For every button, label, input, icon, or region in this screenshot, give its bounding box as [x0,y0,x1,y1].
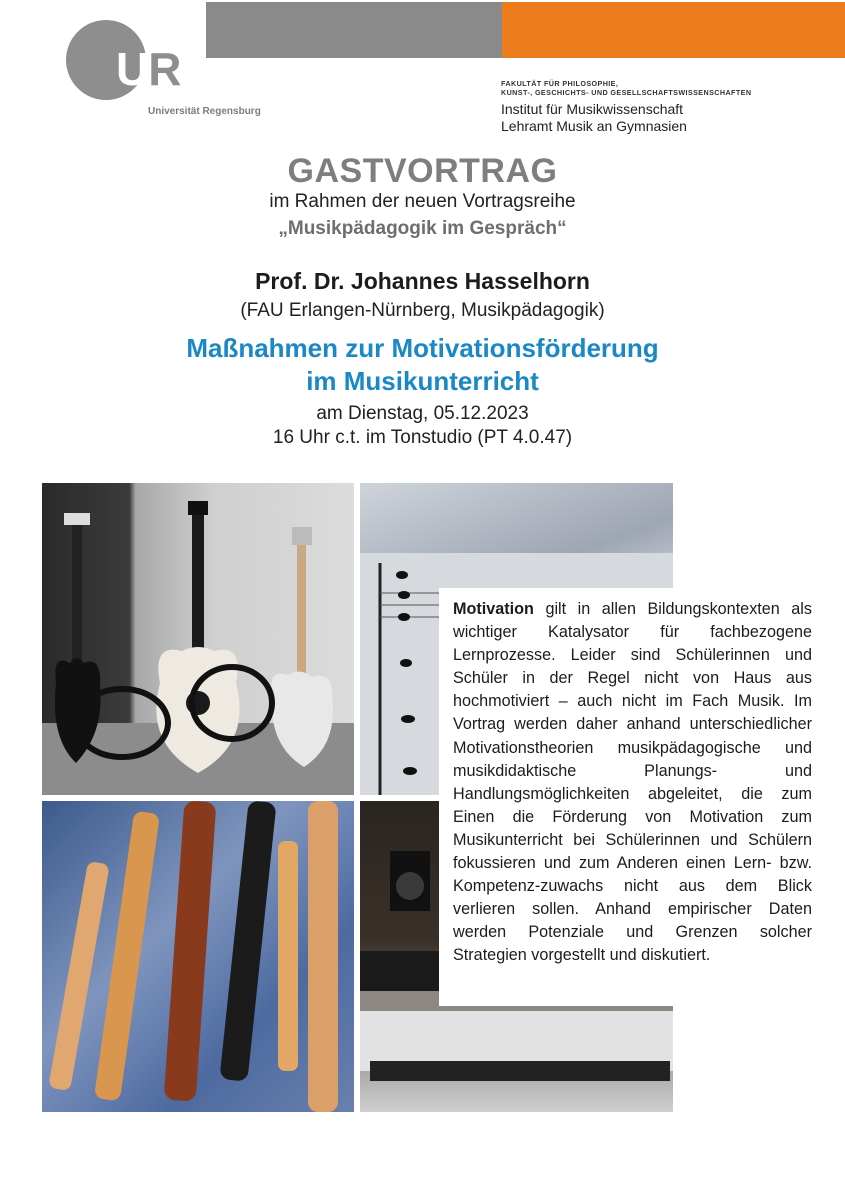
logo-subtitle: Universität Regensburg [148,106,261,117]
institute-line-1: Institut für Musikwissenschaft [501,101,684,117]
institute-line-2: Lehramt Musik an Gymnasien [501,118,687,134]
photo-recorders [42,801,354,1112]
logo-letter-u: U [116,43,149,95]
event-time-place: 16 Uhr c.t. im Tonstudio (PT 4.0.47) [272,427,573,448]
speaker-affiliation: (FAU Erlangen-Nürnberg, Musikpädagogik) [240,300,605,321]
logo-letters [116,43,181,95]
faculty-line-1: FAKULTÄT FÜR PHILOSOPHIE, [501,79,619,88]
faculty-line-2: KUNST-, GESCHICHTS- UND GESELLSCHAFTSWISSENSCHAFTEN [501,88,752,97]
abstract-body: gilt in allen Bildungskontexten als wichtiger Katalysator für fachbezogene Lernprozesse. Leider sind Schülerinnen und Schüler in der Regel nicht von Haus aus hochmotiviert – auch nicht im Fach Musik. Im Vortrag werden daher anhand unterschiedlicher Motivationstheorien musikpädagogische und musikdidaktische Planungs- und Handlungsmöglichkeiten abgeleitet, die zum Einen die Förderung von Motivation zum Musikunterricht bei Schülerinnen und Schülern fokussieren und zum Anderen einen Lern- bzw. Kompetenz-zuwachs nicht aus dem Blick verlieren sollen. Anhand empirischer Daten werden Potenziale und Grenzen solcher Strategien vorgestellt und diskutiert. [453,600,812,965]
header-bar-orange [502,2,845,58]
speaker-name: Prof. Dr. Johannes Hasselhorn [255,268,590,294]
abstract-box [439,588,824,1006]
talk-title-line-1: Maßnahmen zur Motivationsförderung [186,333,659,363]
recorders-illustration [42,801,354,1112]
institute-name [501,101,687,135]
guitars-illustration [42,483,354,795]
logo-letter-r: R [148,43,181,95]
abstract-lead: Motivation [453,600,534,618]
talk-title-line-2: im Musikunterricht [306,366,539,396]
series-intro: im Rahmen der neuen Vortragsreihe [269,191,576,212]
faculty-name [501,79,751,97]
event-type-heading: GASTVORTRAG [287,152,558,190]
university-logo [66,20,266,120]
event-date: am Dienstag, 05.12.2023 [316,403,529,424]
abstract-text [453,598,812,968]
series-name: „Musikpädagogik im Gespräch“ [278,218,567,239]
photo-guitars [42,483,354,795]
